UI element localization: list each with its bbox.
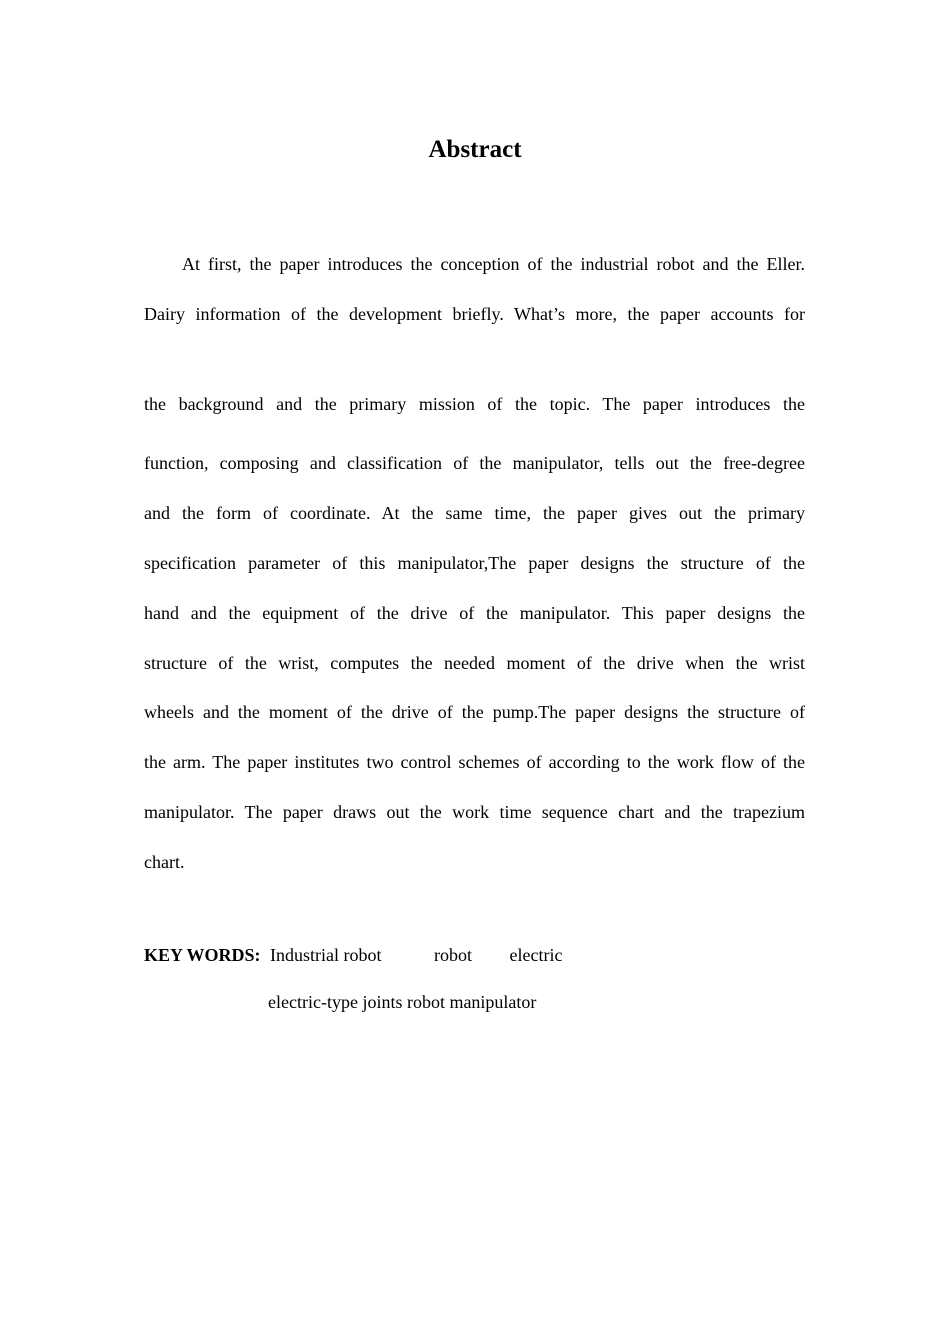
abstract-line-8: structure of the wrist, computes the needed moment of the drive when the wrist <box>144 653 805 673</box>
abstract-line-10: the arm. The paper institutes two control schemes of according to the work flow of the <box>144 752 805 772</box>
abstract-line-1: At first, the paper introduces the conception of the industrial robot and the Eller. <box>182 254 805 274</box>
keywords-row <box>144 943 562 967</box>
keyword-item: Industrial robot <box>270 945 382 965</box>
abstract-line-3: the background and the primary mission of the topic. The paper introduces the <box>144 394 805 414</box>
page-title: Abstract <box>428 136 522 163</box>
keyword-item: robot <box>434 945 473 965</box>
keywords-second-line: electric-type joints robot manipulator <box>268 992 537 1012</box>
keyword-item: electric <box>509 945 563 965</box>
keywords-label: KEY WORDS: <box>144 945 261 965</box>
abstract-line-9: wheels and the moment of the drive of the pump.The paper designs the structure of <box>144 702 805 722</box>
abstract-line-2: Dairy information of the development briefly. What’s more, the paper accounts for <box>144 304 805 324</box>
abstract-line-4: function, composing and classification of the manipulator, tells out the free-degree <box>144 453 805 473</box>
abstract-line-7: hand and the equipment of the drive of the manipulator. This paper designs the <box>144 603 805 623</box>
abstract-line-6: specification parameter of this manipulator,The paper designs the structure of the <box>144 553 805 573</box>
abstract-line-12: chart. <box>144 852 185 872</box>
abstract-line-5: and the form of coordinate. At the same time, the paper gives out the primary <box>144 503 805 523</box>
abstract-line-11: manipulator. The paper draws out the work time sequence chart and the trapezium <box>144 802 805 822</box>
